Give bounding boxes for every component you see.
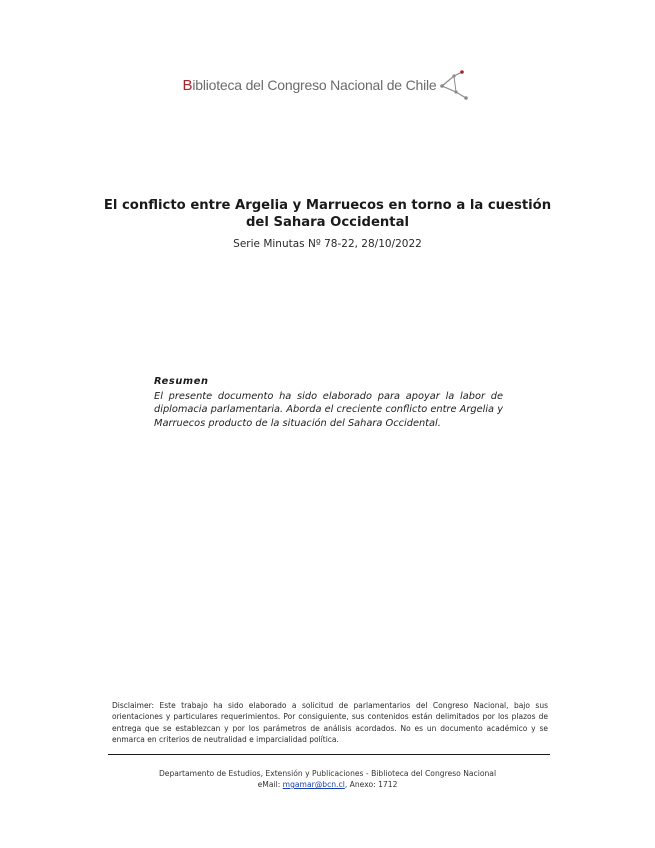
abstract-heading: Resumen [154,376,209,387]
title-line-2: del Sahara Occidental [245,215,410,230]
title-line-1: El conflicto entre Argelia y Marruecos en torno a la cuestión [103,198,552,213]
logo-initial: B [182,76,193,94]
footer-contact [0,779,655,790]
annex-number: , Anexo: 1712 [344,780,398,789]
library-logo [0,68,655,102]
document-title [100,197,555,231]
footer-department: Departamento de Estudios, Extensión y Publicaciones - Biblioteca del Congreso Nacional [158,769,497,778]
email-label: eMail: [257,780,283,789]
constellation-icon [440,70,472,100]
series-info: Serie Minutas Nº 78-22, 28/10/2022 [233,238,422,250]
abstract-body: El presente documento ha sido elaborado para apoyar la labor de diplomacia parlamentaria. Aborda el creciente conflicto entre Argelia y Marruecos producto de la situación del Sahara Occidental. [154,391,503,429]
logo-name: iblioteca del Congreso Nacional de Chile [192,76,437,93]
footer [0,768,655,790]
email-link[interactable]: mgamar@bcn.cl [282,780,345,789]
footer-divider [108,754,550,755]
abstract-section [154,376,503,430]
disclaimer: Disclaimer: Este trabajo ha sido elaborado a solicitud de parlamentarios del Congreso Nacional, bajo sus orientaciones y particulares requerimientos. Por consiguiente, sus contenidos están delimitados por los plazos de entrega que se establezcan y por los parámetros de análisis acordados. No es un documento académico y se enmarca en criterios de neutralidad e imparcialidad política. [112,701,548,744]
logo-wordmark [183,77,437,94]
